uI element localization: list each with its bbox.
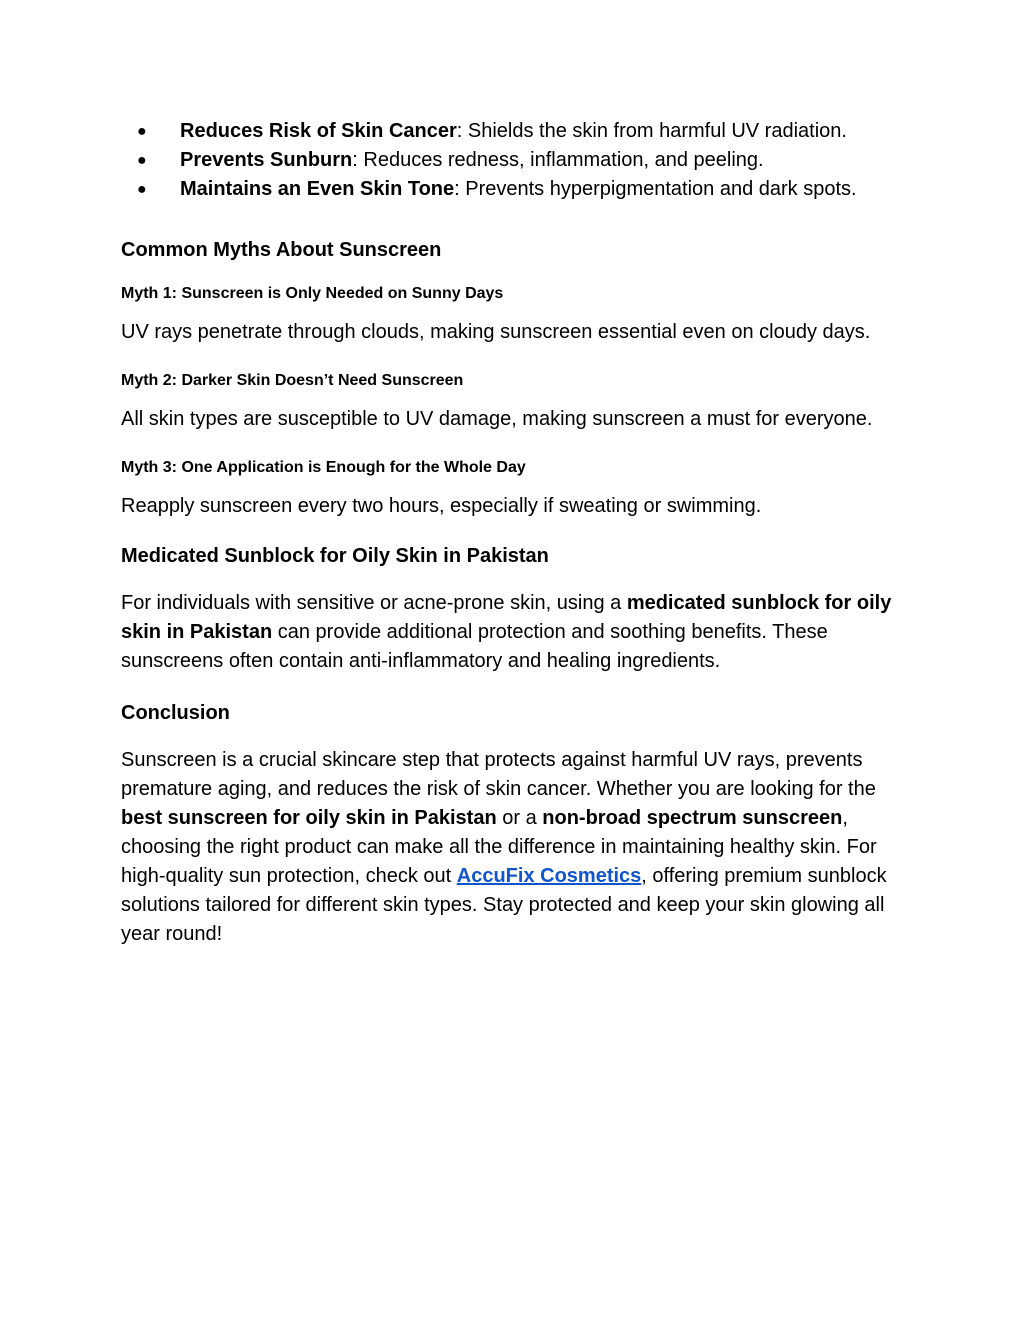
benefit-title: Maintains an Even Skin Tone (180, 178, 455, 200)
myth-body: UV rays penetrate through clouds, making sunscreen essential even on cloudy days. (121, 321, 871, 343)
conclusion-text: or a (496, 807, 543, 829)
list-item (121, 146, 870, 175)
conclusion-text: , choosing the right product can make all the difference in maintaining healthy skin. For high-quality sun protection, check out (121, 807, 877, 887)
myth-heading: Myth 3: One Application is Enough for the Whole Day (121, 459, 526, 476)
benefit-text: : Shields the skin from harmful UV radiation. (456, 120, 847, 142)
accufix-link[interactable]: AccuFix Cosmetics (456, 865, 642, 887)
myth-heading: Myth 1: Sunscreen is Only Needed on Sunny Days (121, 285, 504, 302)
conclusion-bold: best sunscreen for oily skin in Pakistan (121, 807, 497, 829)
bullet-icon: ● (137, 152, 147, 169)
benefit-text: : Prevents hyperpigmentation and dark spots. (454, 178, 857, 200)
myth-body: Reapply sunscreen every two hours, especially if sweating or swimming. (121, 495, 762, 517)
conclusion-paragraph (121, 746, 911, 949)
benefits-list (121, 117, 911, 204)
benefit-title: Reduces Risk of Skin Cancer (180, 120, 457, 142)
myth-body: All skin types are susceptible to UV damage, making sunscreen a must for everyone. (121, 408, 873, 430)
medicated-paragraph (121, 589, 911, 676)
benefit-text: : Reduces redness, inflammation, and peeling. (352, 149, 764, 171)
benefit-title: Prevents Sunburn (180, 149, 353, 171)
medicated-heading: Medicated Sunblock for Oily Skin in Pakistan (121, 545, 549, 567)
myth-heading: Myth 2: Darker Skin Doesn’t Need Sunscreen (121, 372, 464, 389)
list-item (121, 117, 870, 146)
conclusion-bold: non-broad spectrum sunscreen (542, 807, 843, 829)
conclusion-text: , offering premium sunblock solutions tailored for different skin types. Stay protected and keep your skin glowing all year round! (121, 865, 887, 945)
list-item (121, 175, 870, 204)
bullet-icon: ● (137, 123, 147, 140)
medicated-text: For individuals with sensitive or acne-prone skin, using a (121, 592, 627, 614)
myths-heading: Common Myths About Sunscreen (121, 239, 442, 261)
medicated-text: can provide additional protection and soothing benefits. These sunscreens often contain anti-inflammatory and healing ingredients. (121, 621, 828, 672)
bullet-icon: ● (137, 181, 147, 198)
conclusion-heading: Conclusion (121, 702, 230, 724)
conclusion-text: Sunscreen is a crucial skincare step that protects against harmful UV rays, prevents premature aging, and reduces the risk of skin cancer. Whether you are looking for the (121, 749, 876, 800)
medicated-bold: medicated sunblock for oily skin in Pakistan (121, 592, 892, 643)
document-page (121, 117, 911, 949)
